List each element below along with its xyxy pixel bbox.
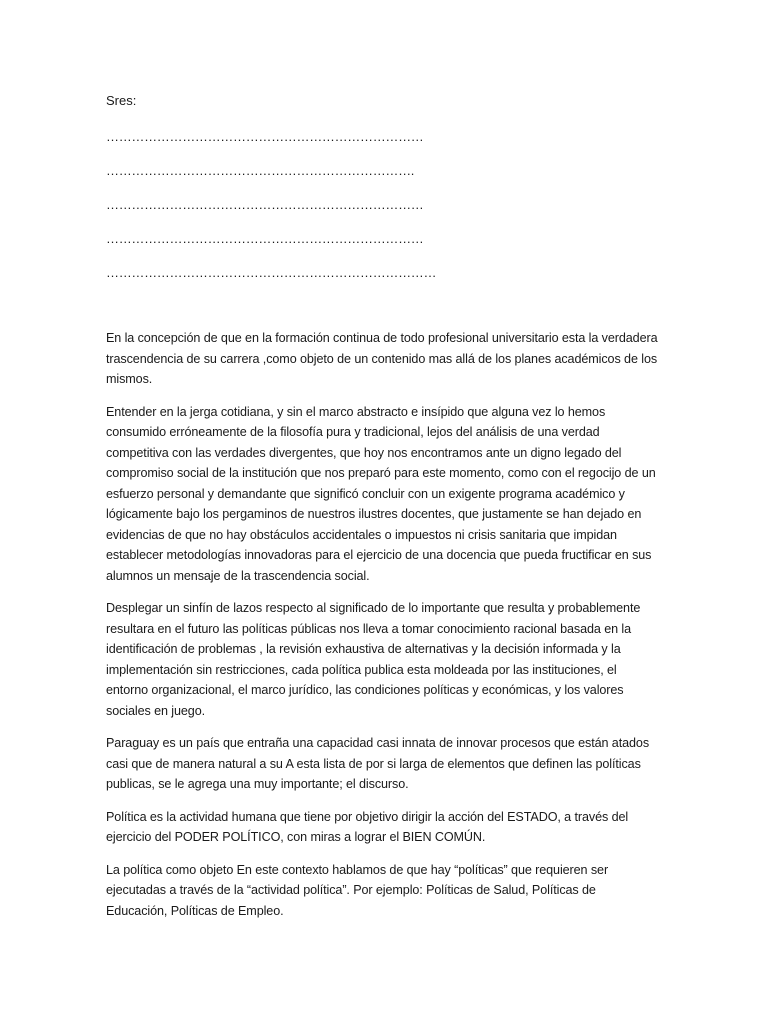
paragraph-1: En la concepción de que en la formación continua de todo profesional universitario esta la verdadera trascendencia de su carrera ,como objeto de un contenido mas allá de los planes académicos de los mismos.: [106, 331, 658, 386]
address-line-4: …………………………………………………………………: [106, 231, 424, 246]
paragraph-2: Entender en la jerga cotidiana, y sin el marco abstracto e insípido que alguna vez lo hemos consumido erróneamente de la filosofía pura y tradicional, lejos del análisis de una verdad competitiva con las verdades divergentes, que hoy nos encontramos ante un digno legado del compromiso social de la institución que nos preparó para este momento, como con el regocijo de un esfuerzo personal y demandante que significó concluir con un exigente programa académico y lógicamente bajo los pergaminos de nuestros ilustres docentes, que justamente se han dejado en evidencias de que no hay obstáculos accidentales o impuestos ni crisis sanitaria que impidan establecer metodologías innovadoras para el ejercicio de una docencia que pueda fructificar en sus alumnos un mensaje de la trascendencia social.: [106, 404, 656, 583]
address-line-2: ……………………………………………………………….: [106, 163, 415, 178]
paragraph-5: Política es la actividad humana que tiene por objetivo dirigir la acción del ESTADO, a través del ejercicio del PODER POLÍTICO, con miras a lograr el BIEN COMÚN.: [106, 809, 629, 844]
address-line-1: …………………………………………………………………: [106, 129, 424, 144]
salutation: Sres:: [106, 93, 137, 108]
letter-body: [106, 92, 658, 933]
address-block: [106, 128, 658, 282]
address-line-3: …………………………………………………………………: [106, 197, 424, 212]
paragraph-3: Desplegar un sinfín de lazos respecto al significado de lo importante que resulta y probablemente resultara en el futuro las políticas públicas nos lleva a tomar conocimiento racional basada en la identificación de problemas , la revisión exhaustiva de alternativas y la decisión informada y la implementación sin restricciones, cada política publica esta moldeada por las instituciones, el entorno organizacional, el marco jurídico, las condiciones políticas y económicas, y los valores sociales en juego.: [106, 601, 641, 718]
spacer: [106, 298, 658, 328]
paragraph-6: La política como objeto En este contexto hablamos de que hay “políticas” que requieren ser ejecutadas a través de la “actividad política”. Por ejemplo: Políticas de Salud, Políticas de Educación, Políticas de Empleo.: [106, 862, 609, 918]
address-line-5: ……………………………………………………………………: [106, 265, 437, 280]
paragraph-4: Paraguay es un país que entraña una capacidad casi innata de innovar procesos que están atados casi que de manera natural a su A esta lista de por si larga de elementos que definen las políticas publicas, se le agrega una muy importante; el discurso.: [106, 736, 650, 791]
